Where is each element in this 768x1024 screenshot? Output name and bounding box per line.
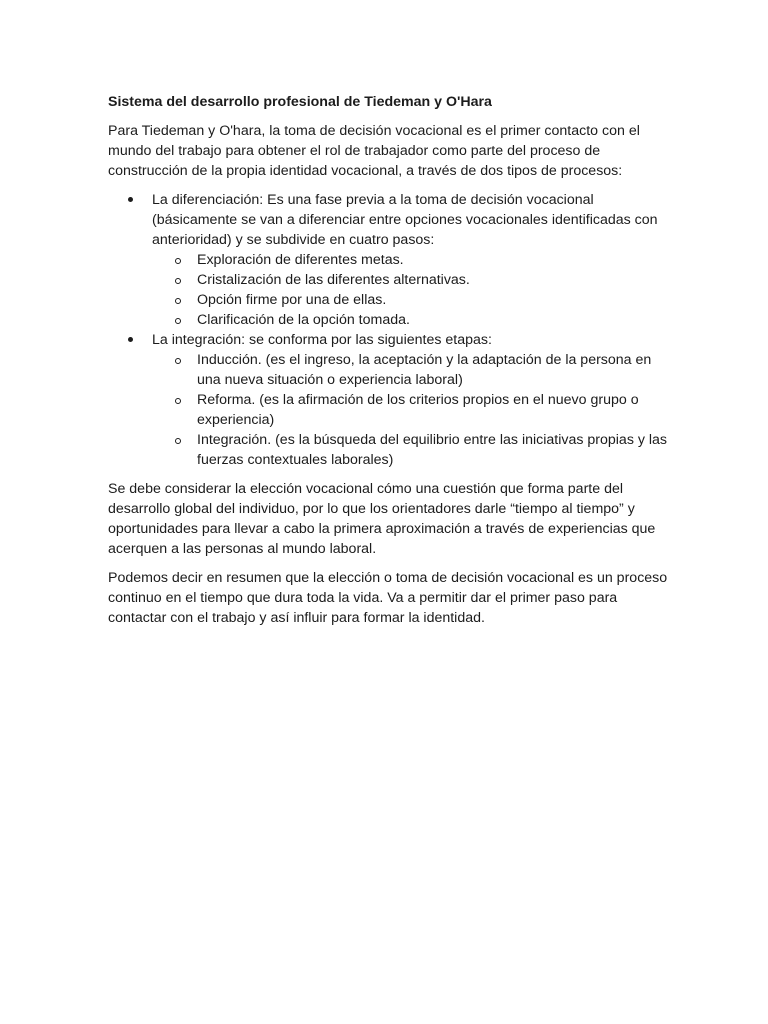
sub-list-item	[152, 250, 668, 270]
sub-list-item-text: Reforma. (es la afirmación de los criterios propios en el nuevo grupo o experiencia)	[197, 392, 639, 428]
circle-bullet-icon	[175, 278, 181, 284]
sub-list-item	[152, 310, 668, 330]
list-item-text: La integración: se conforma por las siguientes etapas:	[152, 332, 492, 348]
list-item-integracion	[108, 330, 668, 470]
list-item-text: La diferenciación: Es una fase previa a la toma de decisión vocacional (básicamente se van a diferenciar entre opciones vocacionales identificadas con anterioridad) y se subdivide en cuatro pasos:	[152, 192, 658, 248]
document-body	[108, 92, 668, 637]
sub-list-item-text: Clarificación de la opción tomada.	[197, 312, 410, 328]
sub-list-item-text: Exploración de diferentes metas.	[197, 252, 404, 268]
bullet-icon	[128, 197, 133, 202]
sub-list-item-text: Inducción. (es el ingreso, la aceptación y la adaptación de la persona en una nueva situación o experiencia laboral)	[197, 352, 652, 388]
circle-bullet-icon	[175, 258, 181, 264]
circle-bullet-icon	[175, 438, 181, 444]
sub-list-item-text: Cristalización de las diferentes alternativas.	[197, 272, 470, 288]
sub-list-item	[152, 430, 668, 470]
intro-paragraph: Para Tiedeman y O'hara, la toma de decisión vocacional es el primer contacto con el mundo del trabajo para obtener el rol de trabajador como parte del proceso de construcción de la propia identidad vocacional, a través de dos tipos de procesos:	[108, 123, 640, 179]
considerations-paragraph: Se debe considerar la elección vocacional cómo una cuestión que forma parte del desarrollo global del individuo, por lo que los orientadores darle “tiempo al tiempo” y oportunidades para llevar a cabo la primera aproximación a través de experiencias que acerquen a las personas al mundo laboral.	[108, 481, 656, 557]
sub-list-item-text: Opción firme por una de ellas.	[197, 292, 387, 308]
summary-paragraph: Podemos decir en resumen que la elección o toma de decisión vocacional es un proceso continuo en el tiempo que dura toda la vida. Va a permitir dar el primer paso para contactar con el trabajo y así influir para formar la identidad.	[108, 570, 668, 626]
bullet-icon	[128, 337, 133, 342]
circle-bullet-icon	[175, 358, 181, 364]
process-list	[108, 190, 668, 470]
sub-list-item-text: Integración. (es la búsqueda del equilibrio entre las iniciativas propias y las fuerzas contextuales laborales)	[197, 432, 668, 468]
list-item-diferenciacion	[108, 190, 668, 330]
sub-list-item	[152, 290, 668, 310]
sub-list	[152, 350, 668, 470]
sub-list-item	[152, 350, 668, 390]
sub-list-item	[152, 270, 668, 290]
sub-list-item	[152, 390, 668, 430]
sub-list	[152, 250, 668, 330]
circle-bullet-icon	[175, 298, 181, 304]
circle-bullet-icon	[175, 398, 181, 404]
circle-bullet-icon	[175, 318, 181, 324]
document-title: Sistema del desarrollo profesional de Tiedeman y O'Hara	[108, 94, 492, 110]
